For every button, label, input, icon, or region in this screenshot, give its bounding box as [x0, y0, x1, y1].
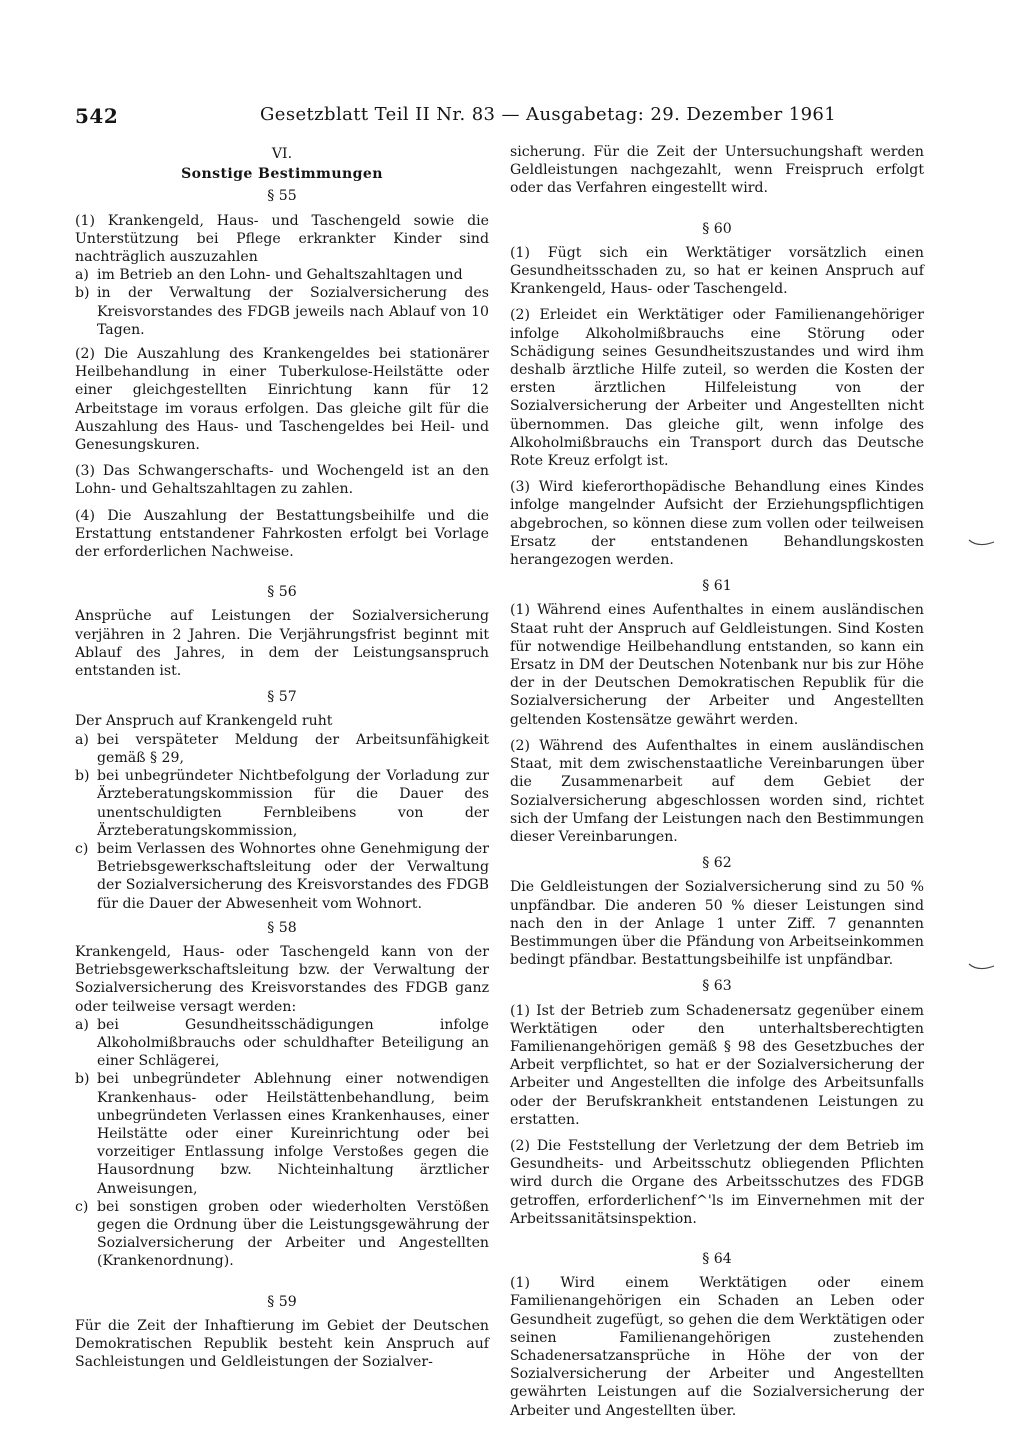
chapter-title: Sonstige Bestimmungen: [181, 166, 383, 183]
s57-item-a: [75, 731, 489, 767]
section-heading-63: § 63: [702, 978, 732, 995]
chapter-number: VI.: [271, 146, 293, 162]
section-heading-60: § 60: [702, 220, 732, 237]
s63-paragraph-1: (1) Ist der Betrieb zum Schadenersatz gegenüber einem Werktätigen oder den unterhaltsberechtigten Familienangehörigen gemäß § 98 des Gesetzbuches der Arbeit verpflichtet, so hat er der Sozialversicherung der Arbeiter und Angestellten die infolge des Arbeitsunfalls oder der Berufskrankheit entstandenen Leistungen zu erstatten.: [510, 1002, 924, 1128]
s55-paragraph-3: (3) Das Schwangerschafts- und Wochengeld ist an den Lohn- und Gehaltszahltagen zu zahlen.: [75, 463, 489, 498]
s57-item-c: [75, 840, 489, 913]
s55-item-a: [75, 266, 489, 284]
margin-tick-mark: [968, 536, 996, 550]
section-heading-62: § 62: [702, 855, 732, 872]
s59-paragraph-1-start: Für die Zeit der Inhaftierung im Gebiet der Deutschen Demokratischen Republik besteht kein Anspruch auf Sachleistungen und Geldleistungen der Sozialver-: [75, 1317, 489, 1371]
s60-paragraph-3: (3) Wird kieferorthopädische Behandlung eines Kindes infolge mangelnder Aufsicht der Erziehungspflichtigen abgebrochen, so können diese zum vollen oder teilweisen Ersatz der entstandenen Behandlungskosten herangezogen werden.: [510, 479, 924, 569]
item-text: bei Gesundheitsschädigungen infolge Alkoholmißbrauchs oder schuldhafter Beteiligung an einer Schlägerei,: [97, 1016, 489, 1070]
section-heading-55: § 55: [267, 188, 297, 205]
s60-paragraph-2: (2) Erleidet ein Werktätiger oder Familienangehöriger infolge Alkoholmißbrauchs eine Störung oder Schädigung seines Gesundheitszustandes und wird ihm deshalb ärztliche Hilfe zuteil, so werden die Kosten der ersten ärztlichen Hilfeleistung von der Sozialversicherung der Arbeiter und Angestellten nicht übernommen. Das gleiche gilt, wenn infolge des Alkoholmißbrauchs ein Transport durch das Deutsche Rote Kreuz erfolgt ist.: [510, 307, 924, 470]
item-text: bei unbegründeter Nichtbefolgung der Vorladung zur Ärzteberatungskommission für die Dauer des unentschuldigten Fernbleibens von der Ärzteberatungskommission,: [97, 768, 489, 839]
page-number: 542: [75, 104, 119, 128]
item-text: im Betrieb an den Lohn- und Gehaltszahltagen und: [97, 267, 463, 284]
item-label: a): [75, 1016, 89, 1033]
section-heading-58: § 58: [267, 919, 297, 936]
item-text: bei sonstigen groben oder wiederholten Verstößen gegen die Ordnung über die Leistungsgewährung der Sozialversicherung der Arbeiter und Angestellten (Krankenordnung).: [97, 1198, 489, 1270]
item-label: b): [75, 768, 90, 785]
left-column: [75, 143, 489, 1371]
s55-item-b: [75, 284, 489, 339]
margin-tick-mark: [968, 960, 996, 974]
right-column: [510, 143, 924, 1428]
item-text: bei unbegründeter Ablehnung einer notwendigen Krankenhaus- oder Heilstättenbehandlung, beim unbegründeten Verlassen eines Krankenhauses, einer Heilstätte oder einer Kureinrichtung oder bei vorzeitiger Entlassung infolge Verstoßes gegen die Hausordnung bzw. Nichteinhaltung ärztlicher Anweisungen,: [97, 1071, 489, 1197]
s58-intro: Krankengeld, Haus- oder Taschengeld kann von der Betriebsgewerkschaftsleitung bzw. der Verwaltung der Sozialversicherung des Kreisvorstandes des FDGB ganz oder teilweise versagt werden:: [75, 943, 489, 1015]
item-label: b): [75, 1071, 90, 1088]
s57-item-b: [75, 767, 489, 840]
s57-intro: Der Anspruch auf Krankengeld ruht: [75, 713, 333, 730]
s55-paragraph-4: (4) Die Auszahlung der Bestattungsbeihilfe und die Erstattung entstandener Fahrkosten erfolgt bei Vorlage der erforderlichen Nachweise.: [75, 507, 489, 561]
running-head: Gesetzblatt Teil II Nr. 83 — Ausgabetag: 29. Dezember 1961: [260, 104, 837, 125]
item-label: c): [75, 1198, 89, 1215]
page-header: [75, 104, 945, 138]
item-text: bei verspäteter Meldung der Arbeitsunfähigkeit gemäß § 29,: [97, 731, 489, 766]
item-text: beim Verlassen des Wohnortes ohne Genehmigung der Betriebsgewerkschaftsleitung oder der Verwaltung der Sozialversicherung des Kreisvorstandes des FDGB für die Dauer der Abwesenheit vom Wohnort.: [97, 840, 489, 912]
s60-paragraph-1: (1) Fügt sich ein Werktätiger vorsätzlich einen Gesundheitsschaden zu, so hat er keinen Anspruch auf Krankengeld, Haus- oder Taschengeld.: [510, 244, 924, 298]
item-label: b): [75, 285, 90, 302]
item-label: c): [75, 840, 89, 857]
s59-paragraph-1-continued: sicherung. Für die Zeit der Untersuchungshaft werden Geldleistungen nachgezahlt, wenn Freispruch erfolgt oder das Verfahren eingestellt wird.: [510, 144, 924, 197]
s55-paragraph-1: (1) Krankengeld, Haus- und Taschengeld sowie die Unterstützung bei Pflege erkrankter Kinder sind nachträglich auszuzahlen: [75, 212, 489, 266]
s58-item-c: [75, 1198, 489, 1271]
item-label: a): [75, 731, 89, 748]
s63-paragraph-2: (2) Die Feststellung der Verletzung der dem Betrieb im Gesundheits- und Arbeitsschutz obliegenden Pflichten wird durch die Organe des Arbeitsschutzes des FDGB getroffen, erforderlichenf^'ls im Einvernehmen mit der Arbeitssanitätsinspektion.: [510, 1137, 924, 1227]
section-heading-56: § 56: [267, 584, 297, 601]
s58-item-b: [75, 1070, 489, 1197]
s61-paragraph-2: (2) Während des Aufenthaltes in einem ausländischen Staat, mit dem zwischenstaatliche Vereinbarungen über die Zusammenarbeit auf dem Gebiet der Sozialversicherung abgeschlossen worden sind, richtet sich der Umfang der Leistungen nach den Bestimmungen dieser Vereinbarungen.: [510, 737, 924, 845]
section-heading-61: § 61: [702, 578, 732, 595]
item-text: in der Verwaltung der Sozialversicherung des Kreisvorstandes des FDGB jeweils nach Ablauf von 10 Tagen.: [97, 285, 489, 338]
s55-paragraph-2: (2) Die Auszahlung des Krankengeldes bei stationärer Heilbehandlung in einer Tuberkulose-Heilstätte oder einer gleichgestellten Einrichtung kann für 12 Arbeitstage im voraus erfolgen. Das gleiche gilt für die Auszahlung des Haus- und Taschengeldes bei Heil- und Genesungskuren.: [75, 346, 489, 454]
section-heading-59: § 59: [267, 1293, 297, 1310]
s56-paragraph-1: Ansprüche auf Leistungen der Sozialversicherung verjähren in 2 Jahren. Die Verjährungsfrist beginnt mit Ablauf des Jahres, in dem der Leistungsanspruch entstanden ist.: [75, 608, 489, 680]
item-label: a): [75, 267, 89, 284]
section-heading-57: § 57: [267, 689, 297, 706]
s61-paragraph-1: (1) Während eines Aufenthaltes in einem ausländischen Staat ruht der Anspruch auf Geldleistungen. Sind Kosten für notwendige Heilbehandlung entstanden, so kann ein Ersatz in DM der Deutschen Notenbank nur bis zur Höhe der in der Deutschen Demokratischen Republik für die Sozialversicherung der Arbeiter und Angestellten geltenden Kostensätze gewährt werden.: [510, 602, 924, 728]
s58-item-a: [75, 1016, 489, 1071]
section-heading-64: § 64: [702, 1250, 732, 1267]
s64-paragraph-1: (1) Wird einem Werktätigen oder einem Familienangehörigen ein Schaden an Leben oder Gesundheit zugefügt, so gehen die dem Werktätigen oder seinen Familienangehörigen zustehenden Schadenersatzansprüche in Höhe der von der Sozialversicherung der Arbeiter und Angestellten gewährten Leistungen auf die Sozialversicherung der Arbeiter und Angestellten über.: [510, 1275, 924, 1419]
s62-paragraph-1: Die Geldleistungen der Sozialversicherung sind zu 50 % unpfändbar. Die anderen 50 % dieser Leistungen sind nach den in der Anlage 1 unter Ziff. 7 genannten Bestimmungen über die Pfändung von Arbeitseinkommen bedingt pfändbar. Bestattungsbeihilfe ist unpfändbar.: [510, 879, 924, 969]
